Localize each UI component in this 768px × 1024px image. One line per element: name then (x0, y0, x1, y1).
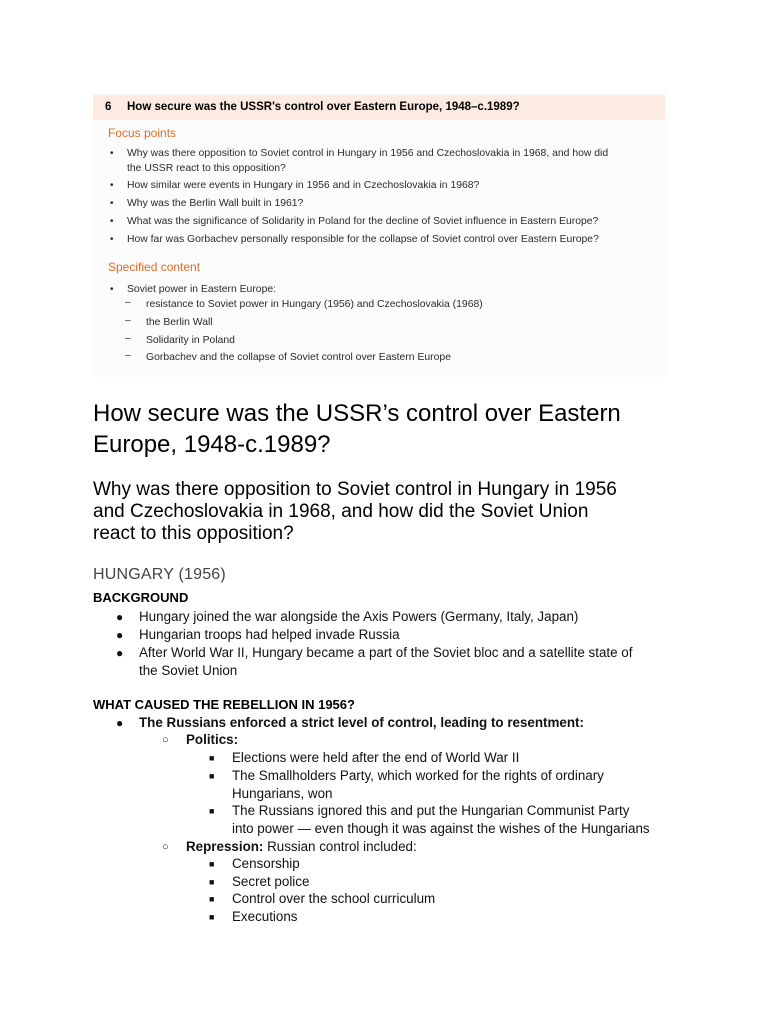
list-item: The Russians enforced a strict level of control, leading to resentment: (139, 715, 584, 730)
bullet-icon: • (110, 216, 114, 227)
square-bullet-icon: ■ (209, 894, 215, 904)
list-item-label: Politics: (186, 732, 239, 747)
square-bullet-icon: ■ (209, 806, 215, 816)
causes-heading: WHAT CAUSED THE REBELLION IN 1956? (93, 697, 355, 712)
syllabus-number: 6 (105, 101, 112, 113)
square-bullet-icon: ■ (209, 859, 215, 869)
list-item: The Smallholders Party, which worked for the rights of ordinary Hungarians, won (232, 768, 604, 801)
list-item: Control over the school curriculum (232, 891, 436, 906)
bullet-icon: • (110, 148, 114, 159)
square-bullet-icon: ■ (209, 753, 215, 763)
list-item: After World War II, Hungary became a part of the Soviet bloc and a satellite state of the Soviet Union (139, 645, 633, 678)
bullet-icon: ● (116, 628, 124, 642)
circle-bullet-icon: ○ (162, 734, 169, 746)
content-subitem: the Berlin Wall (146, 317, 213, 328)
bullet-icon: • (110, 284, 114, 295)
bullet-icon: ● (116, 716, 124, 730)
syllabus-title: How secure was the USSR's control over Eastern Europe, 1948–c.1989? (127, 101, 520, 113)
focus-point: What was the significance of Solidarity in Poland for the decline of Soviet influence in Eastern Europe? (127, 216, 599, 227)
bullet-icon: ● (116, 610, 124, 624)
page-subtitle: Why was there opposition to Soviet control in Hungary in 1956 and Czechoslovakia in 1968, and how did the Soviet Union react to this opposition? (93, 479, 617, 544)
list-item: The Russians ignored this and put the Hungarian Communist Party into power — even though it was against the wishes of the Hungarians (232, 803, 650, 836)
bullet-icon: • (110, 234, 114, 245)
syllabus-image (93, 93, 667, 377)
list-item: Secret police (232, 874, 310, 889)
focus-point: How far was Gorbachev personally responsible for the collapse of Soviet control over Eastern Europe? (127, 234, 599, 245)
specified-content-heading: Specified content (108, 260, 201, 274)
background-heading: BACKGROUND (93, 590, 189, 605)
focus-point: How similar were events in Hungary in 1956 and in Czechoslovakia in 1968? (127, 180, 480, 191)
content-subitem: Solidarity in Poland (146, 335, 235, 346)
list-item: Executions (232, 909, 298, 924)
page-title: How secure was the USSR’s control over Eastern Europe, 1948-c.1989? (93, 400, 621, 458)
focus-point: Why was the Berlin Wall built in 1961? (127, 198, 304, 209)
dash-icon: – (125, 297, 131, 308)
dash-icon: – (125, 333, 131, 344)
square-bullet-icon: ■ (209, 912, 215, 922)
list-item: Censorship (232, 856, 300, 871)
section-heading: HUNGARY (1956) (93, 566, 226, 583)
list-item: Elections were held after the end of World War II (232, 750, 520, 765)
focus-point: Why was there opposition to Soviet control in Hungary in 1956 and Czechoslovakia in 1968, and how did the USSR react to this opposition? (127, 148, 609, 174)
content-subitem: resistance to Soviet power in Hungary (1956) and Czechoslovakia (1968) (146, 299, 483, 310)
list-item: Hungarian troops had helped invade Russia (139, 627, 400, 642)
square-bullet-icon: ■ (209, 877, 215, 887)
list-item: Hungary joined the war alongside the Axis Powers (Germany, Italy, Japan) (139, 609, 579, 624)
bullet-icon: • (110, 180, 114, 191)
dash-icon: – (125, 315, 131, 326)
bullet-icon: ● (116, 646, 124, 660)
focus-points-heading: Focus points (108, 126, 177, 140)
circle-bullet-icon: ○ (162, 841, 169, 853)
bullet-icon: • (110, 198, 114, 209)
content-item: Soviet power in Eastern Europe: (127, 284, 277, 295)
dash-icon: – (125, 350, 131, 361)
syllabus-header (93, 95, 665, 120)
list-item: Repression: Russian control included: (186, 839, 417, 854)
square-bullet-icon: ■ (209, 771, 215, 781)
content-subitem: Gorbachev and the collapse of Soviet control over Eastern Europe (146, 352, 451, 363)
